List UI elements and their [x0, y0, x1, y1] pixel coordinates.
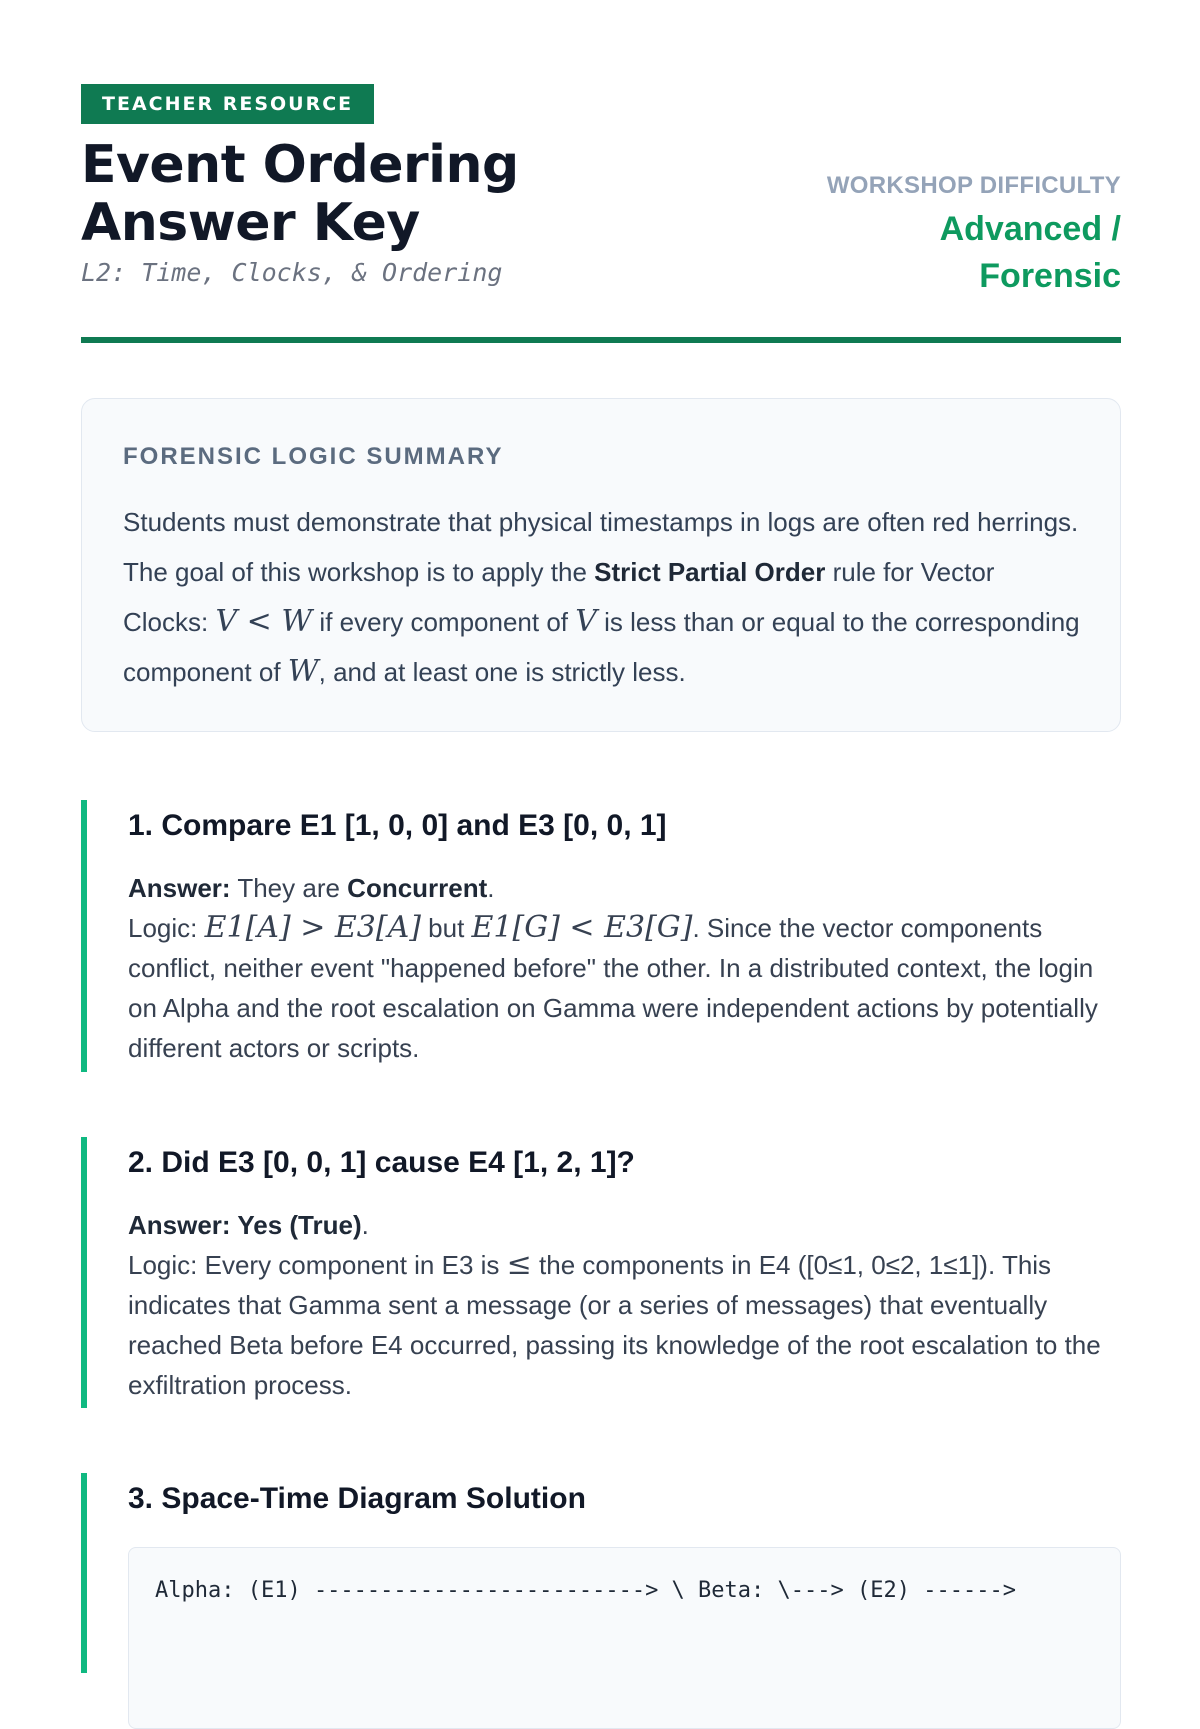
answer-yes-true: Yes (True)	[230, 1210, 362, 1240]
math-v: V	[575, 604, 597, 639]
math-w: W	[287, 654, 319, 689]
summary-text-part: Students must demonstrate that physical timestamps in logs are often red herrings. The goal of this workshop is to apply the	[123, 507, 1079, 587]
question-1	[81, 800, 1121, 1072]
question-1-heading: 1. Compare E1 [1, 0, 0] and E3 [0, 0, 1]	[128, 809, 667, 842]
math-expression: E1[G] < E3[G]	[471, 910, 693, 945]
answer-text: They are	[230, 873, 348, 903]
question-1-answer	[128, 868, 1121, 908]
question-2-heading: 2. Did E3 [0, 0, 1] cause E4 [1, 2, 1]?	[128, 1146, 635, 1179]
difficulty-block	[801, 172, 1121, 300]
answer-text: .	[487, 873, 495, 903]
math-v: V	[215, 604, 238, 639]
summary-text-part: is less than or equal to the corresponding component of	[123, 607, 1080, 687]
answer-label: Answer:	[128, 1210, 231, 1240]
summary-heading: FORENSIC LOGIC SUMMARY	[123, 443, 504, 470]
question-1-logic	[128, 908, 1121, 1068]
math-less-than: <	[237, 604, 282, 639]
question-2-answer	[128, 1205, 1121, 1245]
logic-label: Logic:	[128, 913, 205, 943]
question-2	[81, 1137, 1121, 1408]
summary-text	[123, 497, 1080, 697]
teacher-resource-badge: TEACHER RESOURCE	[81, 84, 374, 124]
summary-text-part: if every component of	[312, 607, 576, 637]
answer-label: Answer:	[128, 873, 231, 903]
question-3-heading: 3. Space-Time Diagram Solution	[128, 1482, 586, 1515]
logic-text: . Since the vector components conflict, neither event "happened before" the other. In a distributed context, the login on Alpha and the root escalation on Gamma were independent actions by potentially different actors or scripts.	[128, 913, 1098, 1063]
math-leq: ≤	[506, 1247, 532, 1282]
difficulty-value: Advanced / Forensic	[939, 210, 1121, 295]
header-divider	[81, 337, 1121, 343]
forensic-logic-summary	[81, 398, 1121, 732]
page-title: Event Ordering Answer Key	[81, 135, 519, 253]
answer-text: .	[361, 1210, 369, 1240]
difficulty-label: WORKSHOP DIFFICULTY	[826, 172, 1121, 199]
summary-strict-partial-order: Strict Partial Order	[594, 557, 826, 587]
summary-text-part: , and at least one is strictly less.	[318, 657, 686, 687]
question-3	[81, 1473, 1121, 1673]
logic-text: but	[420, 913, 472, 943]
page-subtitle: L2: Time, Clocks, & Ordering	[81, 258, 503, 287]
question-2-logic	[128, 1245, 1121, 1405]
answer-concurrent: Concurrent	[347, 873, 488, 903]
logic-text: the components in E4 ([0≤1, 0≤2, 1≤1]).	[531, 1250, 996, 1280]
math-w: W	[281, 604, 313, 639]
math-expression: E1[A] > E3[A]	[204, 910, 421, 945]
space-time-diagram-code: Alpha: (E1) -------------------------> \ Beta: \---> (E2) ------>	[128, 1547, 1121, 1729]
logic-text: Logic: Every component in E3 is	[128, 1250, 507, 1280]
summary-text-part: rule for Vector Clocks:	[123, 557, 995, 637]
logic-text: This indicates that Gamma sent a message (or a series of messages) that eventually reached Beta before E4 occurred, passing its knowledge of the root escalation to the exfiltration process.	[128, 1250, 1101, 1400]
